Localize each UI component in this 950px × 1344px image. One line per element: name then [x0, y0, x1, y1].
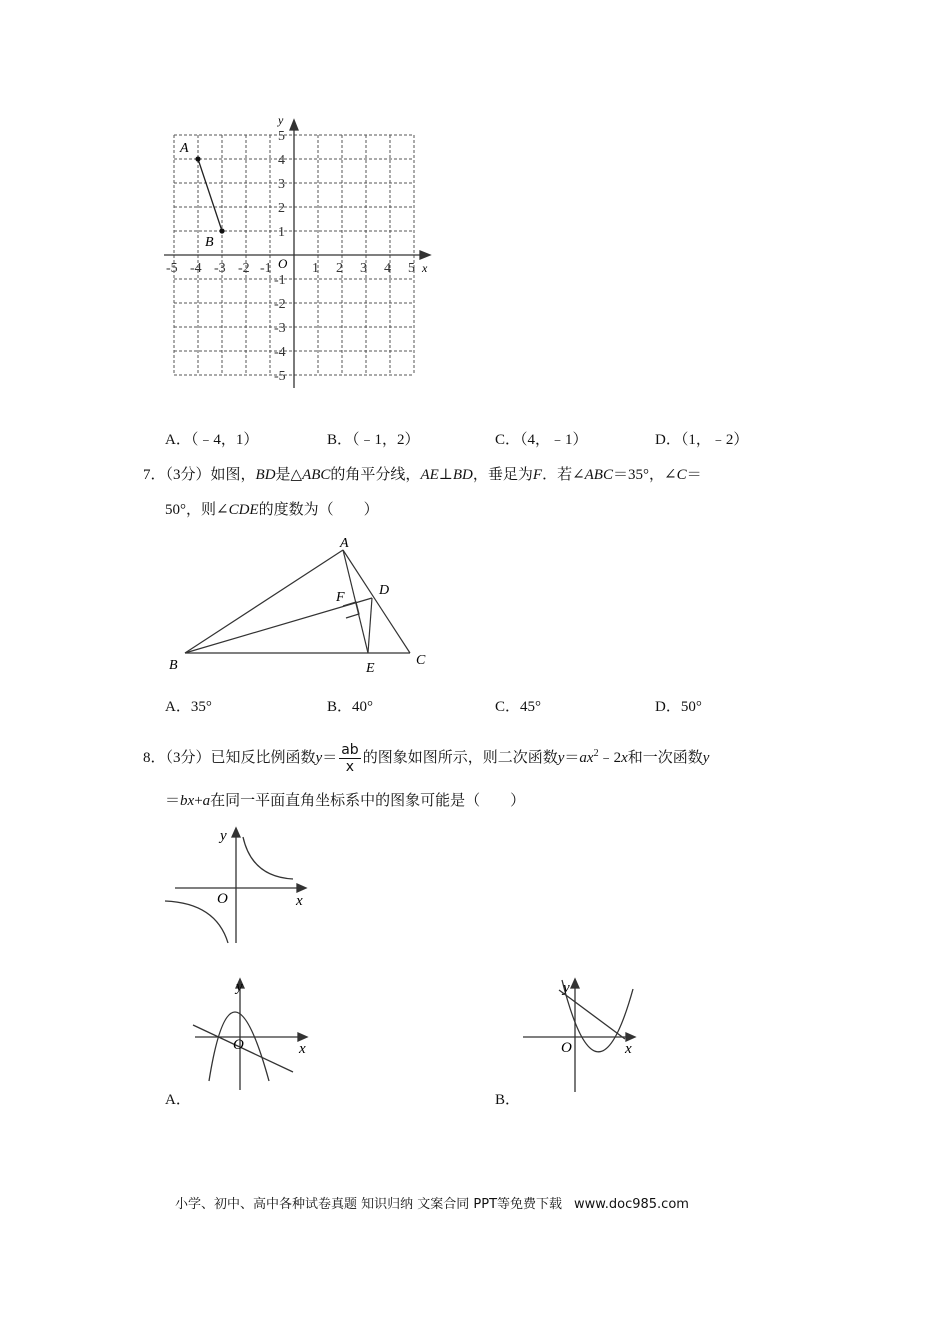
q8-a-y-label: y [236, 979, 243, 995]
x-tick-labels [166, 261, 415, 276]
q7-question-line2: 50°，则∠CDE的度数为（ ） [165, 502, 379, 518]
y-tick: -1 [274, 273, 286, 288]
q7-label-e: E [366, 661, 375, 676]
x-tick: -2 [238, 261, 250, 276]
y-tick: 2 [278, 201, 285, 216]
q8-a-origin-label: O [233, 1037, 244, 1053]
q7-question-line1: 7．（3分）如图，BD是△ABC的角平分线，AE⊥BD，垂足为F．若∠ABC＝35°，∠C＝ [143, 467, 702, 483]
q8-choice-a-graph [185, 975, 320, 1095]
x-tick: 5 [408, 261, 415, 276]
x-tick: -5 [166, 261, 178, 276]
footer-text: 小学、初中、高中各种试卷真题 知识归纳 文案合同 PPT等免费下载 [175, 1197, 563, 1212]
y-axis-label: y [278, 113, 284, 127]
footer-site-link[interactable]: www.doc985.com [574, 1197, 689, 1212]
q7-option-a[interactable]: A．35° [165, 699, 212, 715]
point-b [219, 228, 224, 233]
q7-option-b[interactable]: B．40° [327, 699, 374, 715]
x-axis-label: x [422, 261, 428, 275]
q8-b-y-label: y [563, 980, 570, 996]
x-tick: 3 [360, 261, 367, 276]
point-b-label: B [205, 235, 214, 250]
q8-question-line1: 8．（3分）已知反比例函数y＝ $\frac{ab}{x}$ 的图象如图所示，则二次函数$y=ax^2﹣2x$和一次函数y [143, 742, 710, 776]
q8-option-a[interactable]: A． [165, 1092, 191, 1108]
q8-b-x-label: x [625, 1041, 632, 1057]
y-tick: 3 [278, 177, 285, 192]
origin-label: O [278, 256, 288, 271]
q6-option-c[interactable]: C．（4，﹣1） [495, 432, 588, 448]
x-tick: -1 [260, 261, 272, 276]
q8-fraction: $\frac{ab}{x}$ [341, 742, 359, 776]
y-tick: -4 [274, 345, 286, 360]
x-tick: -4 [190, 261, 202, 276]
x-tick: 4 [384, 261, 391, 276]
q8-a-x-label: x [299, 1041, 306, 1057]
q8-choice-b-graph [515, 975, 650, 1095]
x-tick: -3 [214, 261, 226, 276]
q8-reference-graph [160, 815, 320, 950]
footer [175, 1193, 689, 1212]
q7-option-c[interactable]: C．45° [495, 699, 542, 715]
q6-option-d[interactable]: D．（1，﹣2） [655, 432, 749, 448]
point-a [195, 156, 200, 161]
q8-ref-x-label: x [296, 893, 303, 909]
q7-label-d: D [379, 583, 390, 598]
q8-ref-origin-label: O [217, 891, 228, 907]
y-tick: 1 [278, 225, 285, 240]
x-tick: 2 [336, 261, 343, 276]
q6-option-b[interactable]: B．（﹣1，2） [327, 432, 420, 448]
q8-b-origin-label: O [561, 1040, 572, 1056]
q8-ref-y-label: y [220, 828, 227, 844]
y-tick: -3 [274, 321, 286, 336]
q7-label-f: F [336, 590, 345, 605]
q8-question-line2: ＝bx+a在同一平面直角坐标系中的图象可能是（ ） [165, 793, 526, 809]
q7-label-b: B [169, 658, 178, 673]
q7-triangle-figure [160, 530, 440, 680]
q6-option-a[interactable]: A．（﹣4，1） [165, 432, 259, 448]
q6-coordinate-grid [150, 110, 450, 400]
q8-option-b[interactable]: B． [495, 1092, 521, 1108]
q7-label-c: C [416, 653, 426, 668]
y-tick: -5 [274, 369, 286, 384]
segment-ab [198, 159, 222, 231]
q7-label-a: A [340, 536, 349, 551]
y-tick: 4 [278, 153, 285, 168]
y-tick: -2 [274, 297, 286, 312]
point-a-label: A [180, 141, 189, 156]
q7-option-d[interactable]: D．50° [655, 699, 702, 715]
y-tick: 5 [278, 129, 285, 144]
x-tick: 1 [312, 261, 319, 276]
